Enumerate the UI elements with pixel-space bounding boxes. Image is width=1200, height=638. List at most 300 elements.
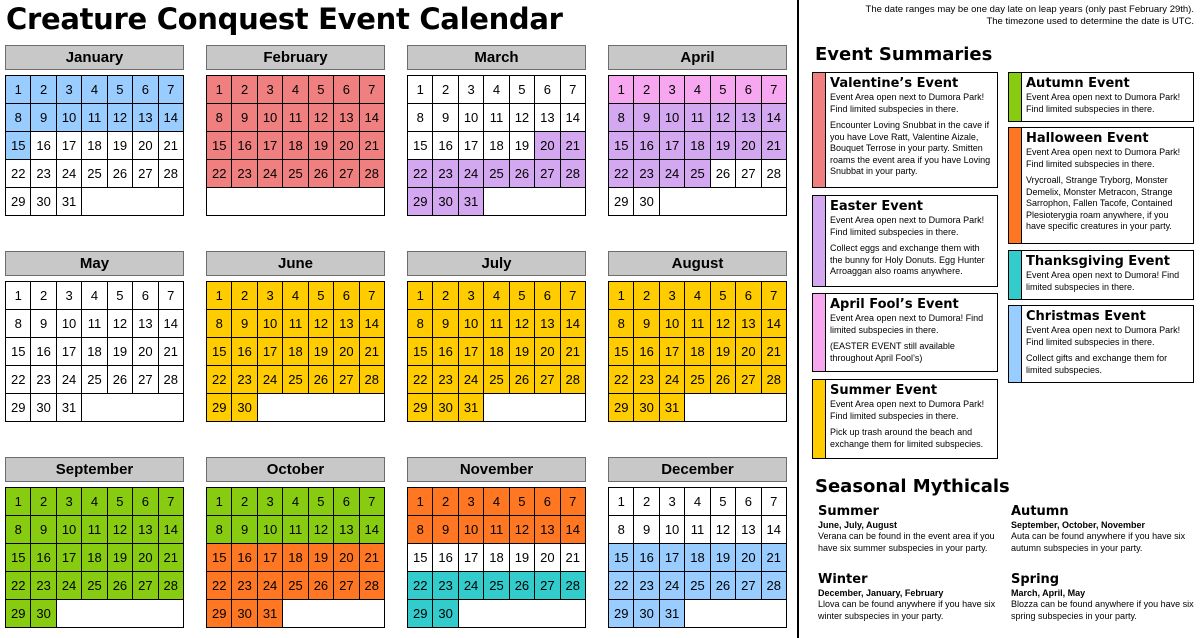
day-cell: 14 xyxy=(762,104,787,132)
month-header: May xyxy=(5,251,184,276)
day-cell: 13 xyxy=(535,104,560,132)
day-cell: 11 xyxy=(484,310,509,338)
day-cell: 1 xyxy=(609,488,634,516)
day-cell: 3 xyxy=(660,282,685,310)
day-cell: 1 xyxy=(408,488,433,516)
day-cell: 1 xyxy=(207,76,232,104)
day-cell: 7 xyxy=(159,488,184,516)
event-desc: Event Area open next to Dumora Park! Find limited subspecies in there. xyxy=(1026,92,1181,114)
day-cell: 5 xyxy=(711,488,736,516)
day-cell: 19 xyxy=(108,338,133,366)
day-cell: 4 xyxy=(82,282,107,310)
day-cell: 15 xyxy=(408,338,433,366)
season-name: Winter xyxy=(818,572,868,587)
day-cell: 10 xyxy=(459,104,484,132)
day-cell: 13 xyxy=(736,310,761,338)
day-cell: 20 xyxy=(133,132,158,160)
day-cell: 31 xyxy=(660,600,685,628)
event-name: April Fool’s Event xyxy=(830,297,959,312)
empty-cell xyxy=(82,394,184,422)
day-cell: 21 xyxy=(561,132,586,160)
empty-cell xyxy=(484,394,586,422)
color-bar xyxy=(1009,128,1022,243)
day-cell: 30 xyxy=(232,600,257,628)
day-cell: 30 xyxy=(433,394,458,422)
day-cell: 30 xyxy=(433,188,458,216)
day-cell: 4 xyxy=(484,282,509,310)
day-cell: 28 xyxy=(159,572,184,600)
day-cell: 31 xyxy=(459,188,484,216)
day-cell: 30 xyxy=(433,600,458,628)
day-grid xyxy=(608,281,787,422)
day-cell: 16 xyxy=(433,132,458,160)
day-cell: 10 xyxy=(660,104,685,132)
month-header: March xyxy=(407,45,586,70)
day-cell: 12 xyxy=(108,310,133,338)
day-cell: 2 xyxy=(31,488,56,516)
day-cell: 4 xyxy=(685,488,710,516)
day-cell: 17 xyxy=(660,544,685,572)
day-cell: 6 xyxy=(133,76,158,104)
day-cell: 20 xyxy=(736,132,761,160)
event-desc: Event Area open next to Dumora! Find limited subspecies in there. xyxy=(1026,270,1180,292)
event-desc: Pick up trash around the beach and exchange them for limited subspecies. xyxy=(830,427,984,449)
day-cell: 12 xyxy=(711,516,736,544)
day-cell: 29 xyxy=(207,600,232,628)
day-cell: 16 xyxy=(634,338,659,366)
day-cell: 7 xyxy=(762,488,787,516)
day-cell: 23 xyxy=(634,572,659,600)
event-april-fools xyxy=(812,293,998,372)
day-cell: 25 xyxy=(82,572,107,600)
day-cell: 10 xyxy=(258,104,283,132)
day-cell: 28 xyxy=(360,572,385,600)
day-cell: 19 xyxy=(510,132,535,160)
day-cell: 18 xyxy=(82,544,107,572)
day-cell: 18 xyxy=(82,132,107,160)
empty-cell xyxy=(660,188,787,216)
day-cell: 12 xyxy=(711,104,736,132)
day-cell: 2 xyxy=(31,282,56,310)
day-cell: 5 xyxy=(711,282,736,310)
day-cell: 26 xyxy=(510,366,535,394)
day-grid xyxy=(608,75,787,216)
day-cell: 5 xyxy=(510,282,535,310)
day-cell: 27 xyxy=(334,160,359,188)
day-cell: 24 xyxy=(57,572,82,600)
day-cell: 5 xyxy=(309,76,334,104)
event-name: Halloween Event xyxy=(1026,131,1149,146)
day-cell: 29 xyxy=(6,188,31,216)
day-cell: 1 xyxy=(6,282,31,310)
empty-cell xyxy=(685,600,787,628)
day-cell: 20 xyxy=(133,338,158,366)
day-cell: 6 xyxy=(736,76,761,104)
day-cell: 1 xyxy=(207,488,232,516)
day-cell: 10 xyxy=(660,516,685,544)
day-cell: 18 xyxy=(283,132,308,160)
day-cell: 6 xyxy=(535,488,560,516)
day-cell: 14 xyxy=(360,310,385,338)
day-cell: 3 xyxy=(660,488,685,516)
day-cell: 30 xyxy=(634,188,659,216)
day-cell: 27 xyxy=(334,572,359,600)
day-cell: 26 xyxy=(309,366,334,394)
day-cell: 7 xyxy=(159,76,184,104)
day-cell: 2 xyxy=(634,76,659,104)
day-cell: 7 xyxy=(159,282,184,310)
day-cell: 22 xyxy=(207,160,232,188)
day-cell: 6 xyxy=(334,488,359,516)
day-cell: 3 xyxy=(258,76,283,104)
day-cell: 9 xyxy=(433,104,458,132)
day-cell: 18 xyxy=(685,544,710,572)
day-cell: 18 xyxy=(685,338,710,366)
empty-cell xyxy=(283,600,385,628)
day-cell: 12 xyxy=(510,310,535,338)
day-cell: 17 xyxy=(660,338,685,366)
day-cell: 19 xyxy=(711,338,736,366)
month-july xyxy=(407,251,586,422)
day-cell: 30 xyxy=(31,600,56,628)
day-cell: 9 xyxy=(31,516,56,544)
day-cell: 18 xyxy=(283,544,308,572)
day-cell: 21 xyxy=(762,132,787,160)
day-cell: 7 xyxy=(762,76,787,104)
day-cell: 30 xyxy=(634,394,659,422)
day-cell: 13 xyxy=(133,310,158,338)
season-desc: Verana can be found in the event area if you have six summer subspecies in your party. xyxy=(818,531,995,553)
day-cell: 27 xyxy=(535,160,560,188)
day-cell: 9 xyxy=(634,104,659,132)
event-desc: Event Area open next to Dumora! Find limited subspecies in there. xyxy=(830,313,984,335)
day-cell: 29 xyxy=(408,188,433,216)
day-cell: 22 xyxy=(6,366,31,394)
day-cell: 9 xyxy=(433,310,458,338)
day-cell: 6 xyxy=(334,282,359,310)
color-bar xyxy=(813,380,826,458)
day-cell: 16 xyxy=(634,544,659,572)
day-cell: 13 xyxy=(334,310,359,338)
month-header: October xyxy=(206,457,385,482)
day-cell: 4 xyxy=(283,488,308,516)
day-cell: 4 xyxy=(484,488,509,516)
day-cell: 14 xyxy=(561,310,586,338)
day-cell: 3 xyxy=(660,76,685,104)
day-cell: 21 xyxy=(762,338,787,366)
day-cell: 1 xyxy=(609,76,634,104)
day-cell: 29 xyxy=(408,600,433,628)
day-cell: 26 xyxy=(108,572,133,600)
day-cell: 20 xyxy=(535,544,560,572)
day-cell: 3 xyxy=(57,488,82,516)
mythical-spring xyxy=(1011,571,1200,622)
day-cell: 24 xyxy=(660,366,685,394)
day-cell: 5 xyxy=(510,488,535,516)
day-cell: 30 xyxy=(31,394,56,422)
day-cell: 26 xyxy=(309,160,334,188)
day-cell: 20 xyxy=(736,338,761,366)
day-cell: 17 xyxy=(57,338,82,366)
page-title: Creature Conquest Event Calendar xyxy=(6,2,563,36)
day-cell: 18 xyxy=(82,338,107,366)
day-cell: 11 xyxy=(484,516,509,544)
day-cell: 29 xyxy=(609,394,634,422)
day-cell: 20 xyxy=(334,338,359,366)
day-cell: 22 xyxy=(6,572,31,600)
day-cell: 15 xyxy=(609,338,634,366)
day-cell: 18 xyxy=(685,132,710,160)
day-cell: 21 xyxy=(360,338,385,366)
day-cell: 27 xyxy=(736,160,761,188)
day-cell: 3 xyxy=(258,282,283,310)
seasonal-mythicals-heading: Seasonal Mythicals xyxy=(815,476,1010,497)
day-cell: 15 xyxy=(6,338,31,366)
day-cell: 1 xyxy=(6,488,31,516)
event-desc: (EASTER EVENT still available throughout April Fool’s) xyxy=(830,341,955,363)
day-cell: 15 xyxy=(207,544,232,572)
day-cell: 16 xyxy=(232,544,257,572)
event-autumn xyxy=(1008,72,1194,122)
day-cell: 15 xyxy=(207,338,232,366)
day-cell: 27 xyxy=(334,366,359,394)
day-cell: 2 xyxy=(433,282,458,310)
day-cell: 13 xyxy=(133,104,158,132)
day-cell: 19 xyxy=(108,544,133,572)
event-name: Easter Event xyxy=(830,199,923,214)
day-grid xyxy=(206,487,385,628)
season-months: September, October, November xyxy=(1011,520,1146,530)
empty-cell xyxy=(484,188,586,216)
day-cell: 2 xyxy=(232,76,257,104)
day-cell: 17 xyxy=(258,338,283,366)
day-cell: 28 xyxy=(561,572,586,600)
day-cell: 11 xyxy=(82,104,107,132)
day-cell: 17 xyxy=(459,544,484,572)
day-cell: 9 xyxy=(433,516,458,544)
day-cell: 24 xyxy=(258,160,283,188)
day-cell: 26 xyxy=(711,366,736,394)
day-cell: 12 xyxy=(309,516,334,544)
event-summaries-heading: Event Summaries xyxy=(815,44,993,65)
event-thanksgiving xyxy=(1008,250,1194,300)
day-cell: 26 xyxy=(711,160,736,188)
day-cell: 6 xyxy=(133,488,158,516)
day-cell: 23 xyxy=(634,160,659,188)
day-cell: 8 xyxy=(609,310,634,338)
day-cell: 17 xyxy=(459,132,484,160)
day-cell: 10 xyxy=(57,104,82,132)
day-cell: 2 xyxy=(634,282,659,310)
day-cell: 11 xyxy=(283,104,308,132)
event-valentine xyxy=(812,72,998,188)
day-cell: 28 xyxy=(159,160,184,188)
day-cell: 24 xyxy=(459,366,484,394)
day-cell: 9 xyxy=(232,310,257,338)
event-desc: Event Area open next to Dumora Park! Find limited subspecies in there. xyxy=(1026,325,1181,347)
day-cell: 10 xyxy=(57,310,82,338)
day-cell: 29 xyxy=(408,394,433,422)
day-cell: 4 xyxy=(82,76,107,104)
event-desc: Vrycroall, Strange Tryborg, Monster Demelix, Monster Metracon, Strange Sarrophon, Fallen Tacofe, Contained Plesioterygia roam anywhere, if you have specific creatures in your party. xyxy=(1026,175,1173,231)
day-cell: 4 xyxy=(685,76,710,104)
month-november xyxy=(407,457,586,628)
day-cell: 21 xyxy=(561,338,586,366)
day-cell: 7 xyxy=(360,76,385,104)
day-cell: 14 xyxy=(561,104,586,132)
day-cell: 23 xyxy=(232,160,257,188)
day-cell: 16 xyxy=(31,544,56,572)
note-leap-year: The date ranges may be one day late on leap years (only past February 29th). xyxy=(865,4,1194,15)
day-cell: 14 xyxy=(360,104,385,132)
season-name: Spring xyxy=(1011,572,1060,587)
season-desc: Auta can be found anywhere if you have six autumn subspecies in your party. xyxy=(1011,531,1186,553)
day-cell: 11 xyxy=(685,516,710,544)
empty-cell xyxy=(459,600,586,628)
day-cell: 19 xyxy=(309,338,334,366)
day-cell: 11 xyxy=(82,516,107,544)
day-cell: 29 xyxy=(609,188,634,216)
day-cell: 19 xyxy=(510,544,535,572)
day-cell: 2 xyxy=(232,488,257,516)
day-cell: 15 xyxy=(408,132,433,160)
day-cell: 4 xyxy=(82,488,107,516)
month-header: July xyxy=(407,251,586,276)
day-cell: 16 xyxy=(232,338,257,366)
day-cell: 23 xyxy=(232,572,257,600)
day-cell: 15 xyxy=(408,544,433,572)
day-cell: 5 xyxy=(108,282,133,310)
day-cell: 17 xyxy=(258,132,283,160)
day-cell: 13 xyxy=(334,516,359,544)
day-cell: 26 xyxy=(108,366,133,394)
day-cell: 23 xyxy=(31,572,56,600)
day-cell: 28 xyxy=(561,366,586,394)
day-cell: 26 xyxy=(711,572,736,600)
day-cell: 15 xyxy=(207,132,232,160)
day-cell: 19 xyxy=(309,132,334,160)
day-cell: 16 xyxy=(232,132,257,160)
day-cell: 5 xyxy=(510,76,535,104)
day-cell: 29 xyxy=(609,600,634,628)
day-cell: 8 xyxy=(408,104,433,132)
day-cell: 4 xyxy=(283,282,308,310)
day-cell: 28 xyxy=(159,366,184,394)
day-cell: 21 xyxy=(159,132,184,160)
day-cell: 1 xyxy=(609,282,634,310)
day-cell: 14 xyxy=(762,516,787,544)
season-months: March, April, May xyxy=(1011,588,1086,598)
day-cell: 22 xyxy=(408,572,433,600)
day-cell: 24 xyxy=(57,160,82,188)
day-cell: 6 xyxy=(535,76,560,104)
day-cell: 17 xyxy=(258,544,283,572)
day-cell: 12 xyxy=(510,104,535,132)
month-header: February xyxy=(206,45,385,70)
season-months: June, July, August xyxy=(818,520,898,530)
day-cell: 5 xyxy=(309,282,334,310)
day-cell: 7 xyxy=(561,76,586,104)
day-cell: 14 xyxy=(159,104,184,132)
day-cell: 16 xyxy=(31,338,56,366)
day-cell: 20 xyxy=(334,132,359,160)
day-cell: 15 xyxy=(6,544,31,572)
divider xyxy=(797,0,799,638)
day-cell: 7 xyxy=(561,488,586,516)
day-cell: 25 xyxy=(283,572,308,600)
day-cell: 25 xyxy=(685,366,710,394)
day-cell: 25 xyxy=(484,572,509,600)
color-bar xyxy=(1009,251,1022,299)
day-cell: 13 xyxy=(334,104,359,132)
day-cell: 12 xyxy=(108,104,133,132)
day-cell: 18 xyxy=(484,132,509,160)
month-header: June xyxy=(206,251,385,276)
day-cell: 16 xyxy=(433,338,458,366)
day-cell: 7 xyxy=(561,282,586,310)
day-grid xyxy=(206,75,385,216)
day-cell: 9 xyxy=(232,104,257,132)
notes xyxy=(866,4,1194,28)
day-cell: 26 xyxy=(108,160,133,188)
day-cell: 2 xyxy=(433,488,458,516)
day-cell: 24 xyxy=(258,572,283,600)
day-cell: 13 xyxy=(133,516,158,544)
day-cell: 8 xyxy=(408,310,433,338)
day-cell: 22 xyxy=(609,572,634,600)
day-cell: 19 xyxy=(510,338,535,366)
day-cell: 8 xyxy=(408,516,433,544)
month-header: August xyxy=(608,251,787,276)
day-grid xyxy=(5,487,184,628)
day-cell: 21 xyxy=(360,132,385,160)
day-cell: 14 xyxy=(360,516,385,544)
day-cell: 14 xyxy=(561,516,586,544)
month-february xyxy=(206,45,385,216)
note-timezone: The timezone used to determine the date is UTC. xyxy=(986,16,1194,27)
day-cell: 30 xyxy=(31,188,56,216)
day-grid xyxy=(407,75,586,216)
month-april xyxy=(608,45,787,216)
month-october xyxy=(206,457,385,628)
event-desc: Event Area open next to Dumora Park! Find limited subspecies in there. xyxy=(830,399,985,421)
day-cell: 13 xyxy=(736,104,761,132)
day-cell: 10 xyxy=(258,516,283,544)
event-desc: Event Area open next to Dumora Park! Find limited subspecies in there. xyxy=(830,92,985,114)
day-cell: 31 xyxy=(459,394,484,422)
season-name: Autumn xyxy=(1011,504,1069,519)
day-cell: 6 xyxy=(133,282,158,310)
day-cell: 24 xyxy=(459,572,484,600)
day-cell: 12 xyxy=(510,516,535,544)
day-cell: 8 xyxy=(6,516,31,544)
color-bar xyxy=(813,294,826,371)
day-cell: 23 xyxy=(31,160,56,188)
day-cell: 29 xyxy=(207,394,232,422)
day-cell: 2 xyxy=(232,282,257,310)
day-cell: 25 xyxy=(283,366,308,394)
day-cell: 16 xyxy=(31,132,56,160)
day-grid xyxy=(608,487,787,628)
day-cell: 9 xyxy=(634,516,659,544)
day-cell: 5 xyxy=(711,76,736,104)
day-cell: 28 xyxy=(762,572,787,600)
event-name: Summer Event xyxy=(830,383,938,398)
season-name: Summer xyxy=(818,504,879,519)
empty-cell xyxy=(82,188,184,216)
day-cell: 24 xyxy=(660,160,685,188)
day-grid xyxy=(407,281,586,422)
